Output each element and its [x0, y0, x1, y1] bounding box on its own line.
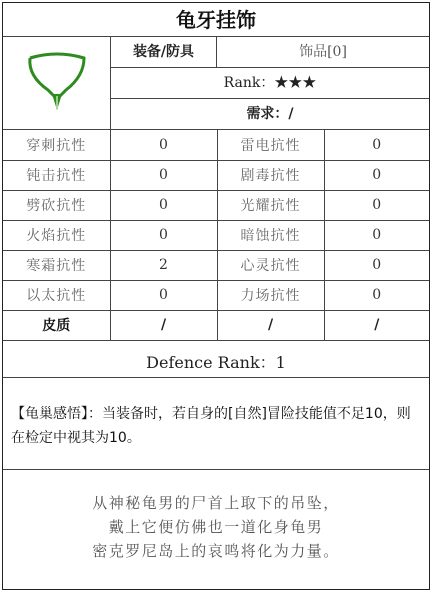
resistance-label: 暗蚀抗性	[217, 220, 324, 250]
resistance-value: 0	[324, 130, 429, 160]
resistance-label: 光耀抗性	[217, 190, 324, 220]
category-row	[111, 37, 429, 68]
flavor-line: 从神秘龟男的尸首上取下的吊坠，	[92, 494, 340, 512]
resistance-label: 心灵抗性	[217, 250, 324, 280]
skin-value-2: /	[217, 310, 324, 340]
slot-value: 饰品[0]	[299, 44, 347, 60]
resistance-label: 力场抗性	[217, 280, 324, 310]
resistance-value: 0	[324, 280, 429, 310]
skin-row	[3, 310, 429, 340]
resistance-value: 0	[110, 280, 217, 310]
flavor-line: 密克罗尼岛上的哀鸣将化为力量。	[92, 542, 340, 560]
resistance-value: 0	[110, 160, 217, 190]
item-card	[2, 2, 430, 590]
skin-value-1: /	[110, 310, 217, 340]
resistance-value: 0	[110, 190, 217, 220]
rank-row: Rank：★★★	[111, 68, 429, 99]
resistance-label: 雷电抗性	[217, 130, 324, 160]
turtle-tooth-pendant-icon	[22, 50, 92, 116]
skin-label: 皮质	[3, 310, 110, 340]
resistance-row	[3, 190, 429, 220]
resistance-value: 0	[110, 130, 217, 160]
resistance-row	[3, 220, 429, 250]
resistance-value: 0	[110, 220, 217, 250]
flavor-text	[3, 491, 429, 563]
resistance-label: 劈砍抗性	[3, 190, 110, 220]
resistance-row	[3, 160, 429, 190]
skin-value-3: /	[324, 310, 429, 340]
item-title: 龟牙挂饰	[3, 3, 429, 37]
resistance-row	[3, 280, 429, 310]
resistance-value: 0	[324, 190, 429, 220]
resistance-value: 0	[324, 160, 429, 190]
resistance-value: 2	[110, 250, 217, 280]
resistance-value: 0	[324, 250, 429, 280]
defence-rank: Defence Rank：1	[3, 347, 429, 378]
flavor-line: 戴上它便仿佛也一道化身龟男	[108, 518, 324, 536]
resistance-value: 0	[324, 220, 429, 250]
resistance-table	[3, 130, 429, 341]
requirement-row: 需求：/	[111, 99, 429, 130]
resistance-label: 以太抗性	[3, 280, 110, 310]
item-icon-cell	[3, 37, 111, 130]
resistance-label: 寒霜抗性	[3, 250, 110, 280]
resistance-label: 火焰抗性	[3, 220, 110, 250]
resistance-label: 剧毒抗性	[217, 160, 324, 190]
resistance-row	[3, 130, 429, 160]
resistance-label: 穿刺抗性	[3, 130, 110, 160]
effect-text: 【龟巢感悟】：当装备时，若自身的[自然]冒险技能值不足10，则在检定中视其为10。	[3, 378, 429, 470]
category-label: 装备/防具	[111, 37, 217, 67]
resistance-label: 钝击抗性	[3, 160, 110, 190]
resistance-row	[3, 250, 429, 280]
